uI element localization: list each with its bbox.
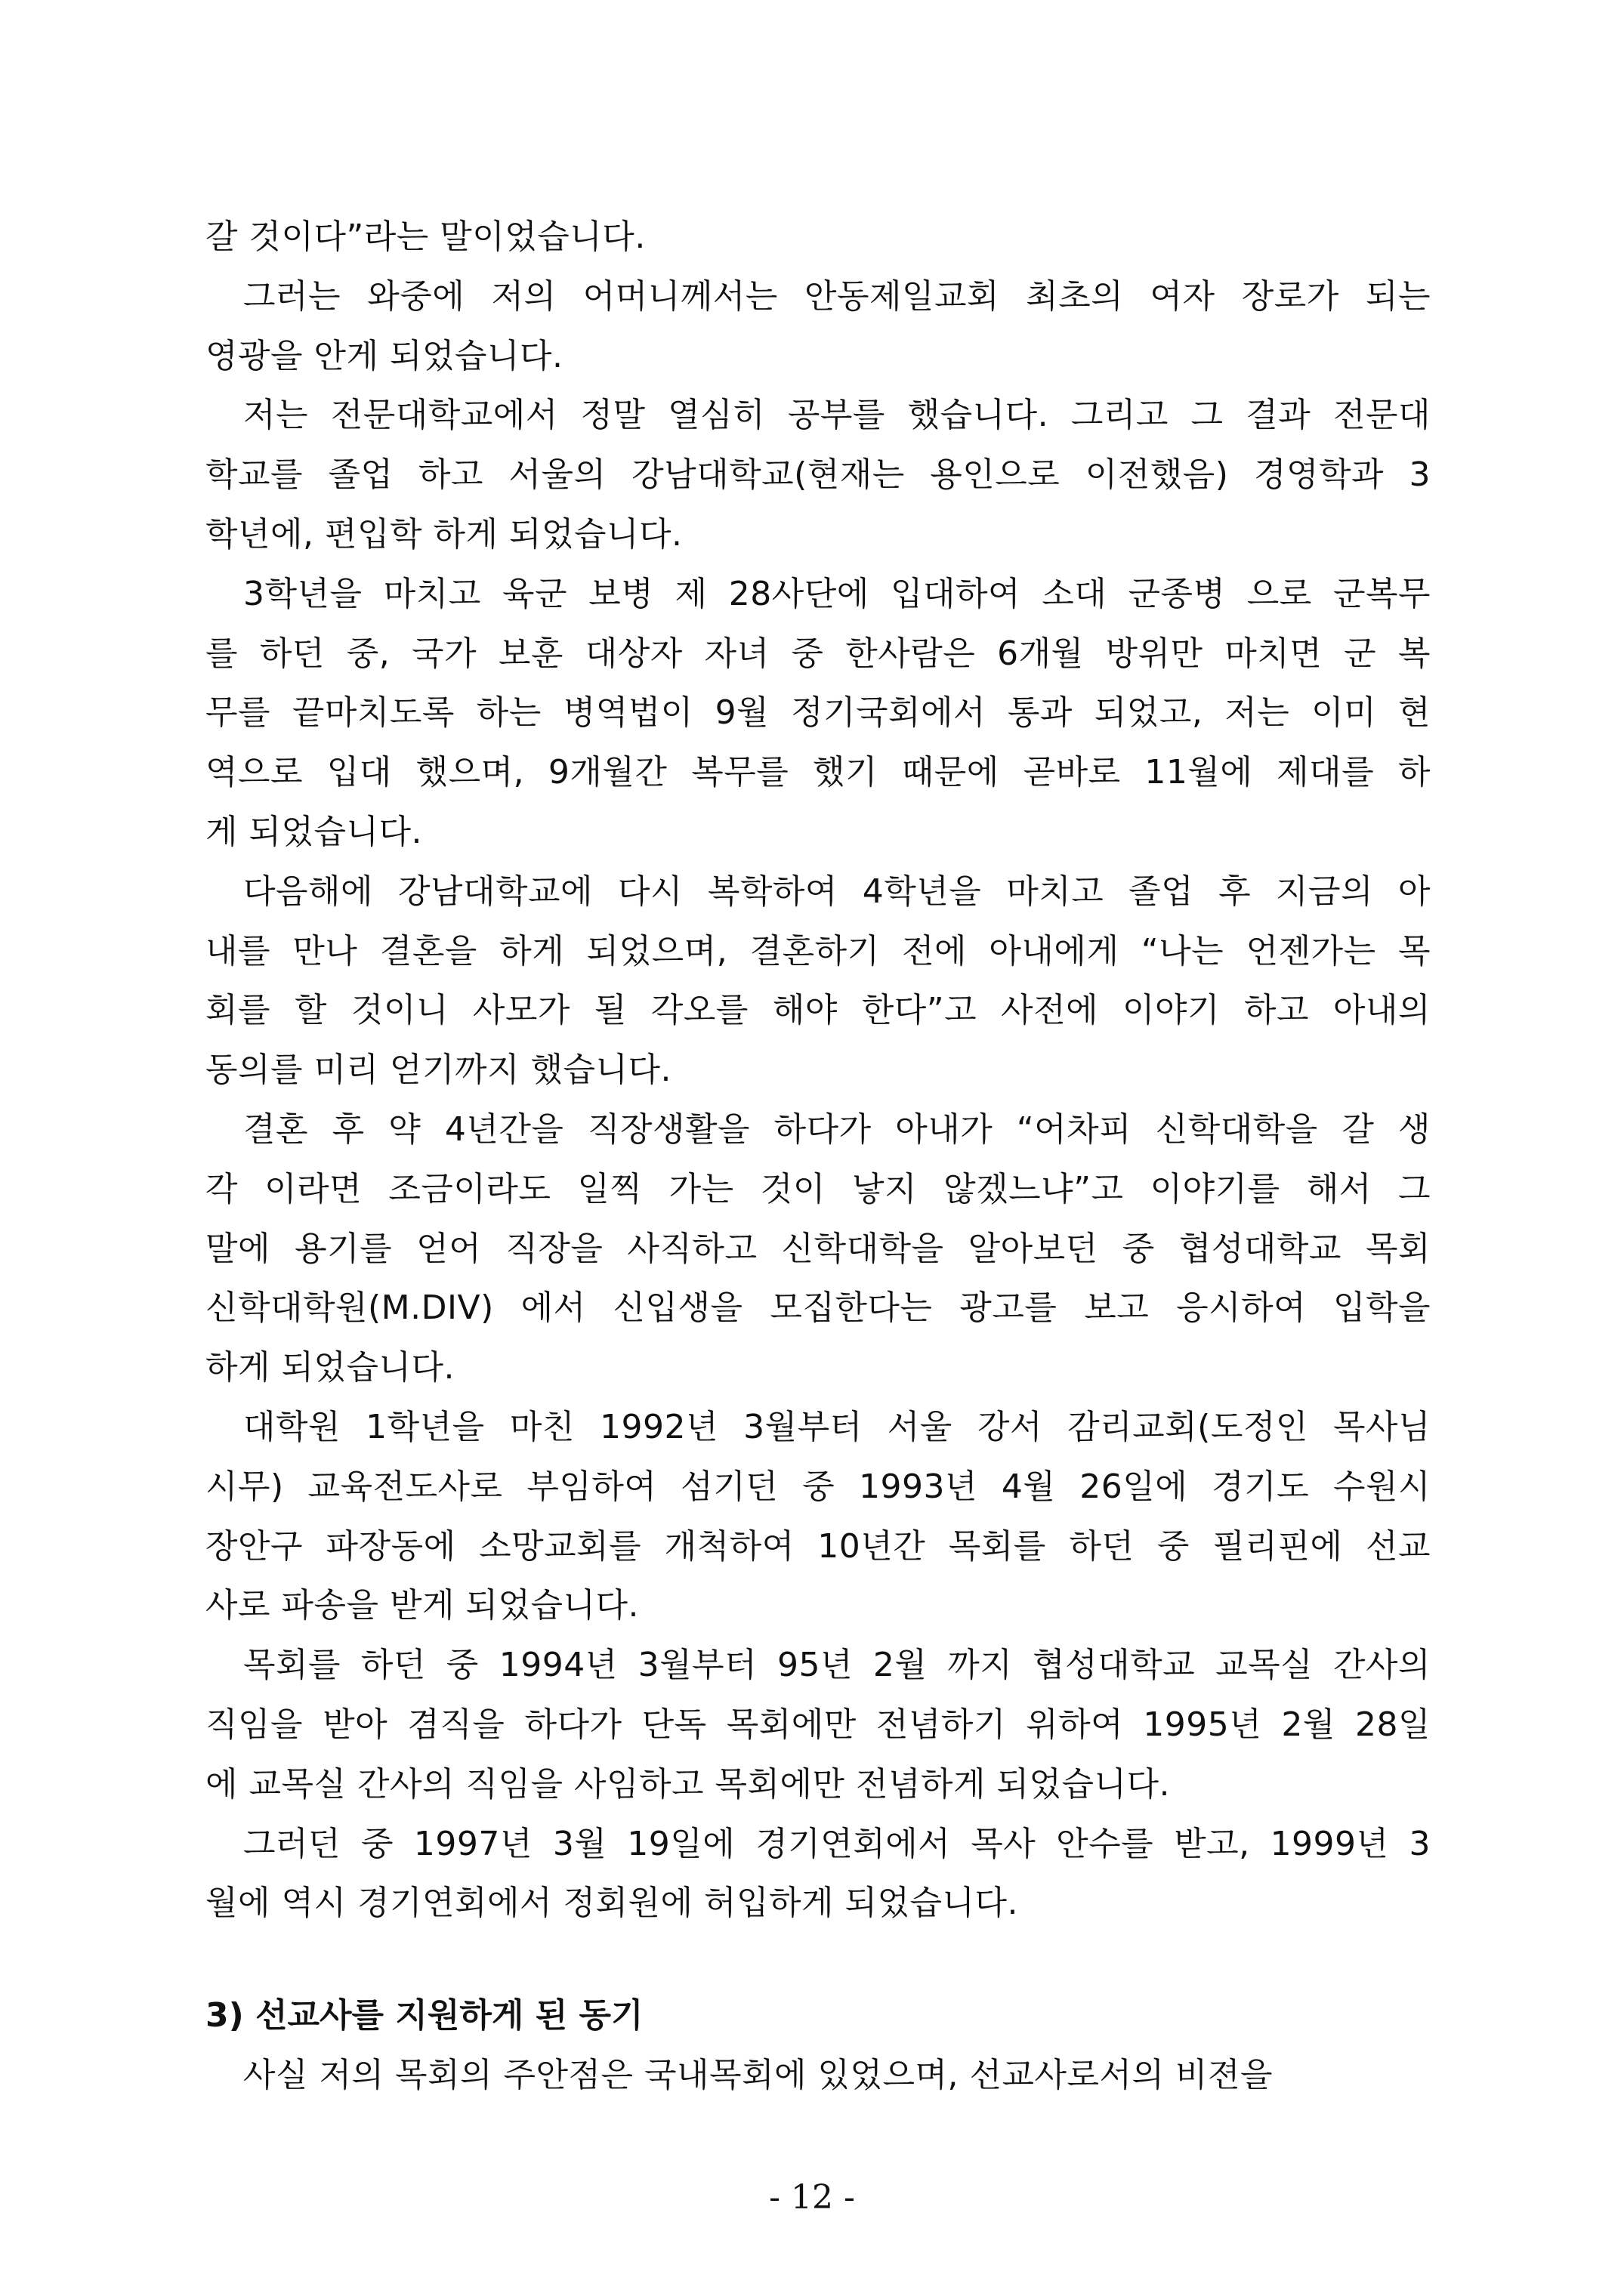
text-line: 사실 저의 목회의 주안점은 국내목회에 있었으며, 선교사로서의 비젼을 bbox=[243, 2055, 1274, 2094]
text-line: 저는 전문대학교에서 정말 열심히 공부를 했습니다. 그리고 그 결과 전문대 bbox=[243, 396, 1431, 435]
page-body bbox=[205, 208, 1431, 2106]
text-line: 회를 할 것이니 사모가 될 각오를 해야 한다”고 사전에 이야기 하고 아내의 bbox=[205, 991, 1431, 1030]
section-heading: 3) 선교사를 지원하게 된 동기 bbox=[205, 1996, 644, 2035]
text-line: 역으로 입대 했으며, 9개월간 복무를 했기 때문에 곧바로 11월에 제대를 하 bbox=[205, 753, 1431, 792]
text-line: 내를 만나 결혼을 하게 되었으며, 결혼하기 전에 아내에게 “나는 언젠가는 목 bbox=[205, 931, 1431, 971]
text-line: 직임을 받아 겸직을 하다가 단독 목회에만 전념하기 위하여 1995년 2월 28일 bbox=[205, 1705, 1431, 1744]
text-line: 각 이라면 조금이라도 일찍 가는 것이 낳지 않겠느냐”고 이야기를 해서 그 bbox=[205, 1169, 1431, 1208]
text-line: 에 교목실 간사의 직임을 사임하고 목회에만 전념하게 되었습니다. bbox=[205, 1764, 1170, 1804]
text-line: 시무) 교육전도사로 부임하여 섬기던 중 1993년 4월 26일에 경기도 수원시 bbox=[205, 1467, 1431, 1506]
text-line: 결혼 후 약 4년간을 직장생활을 하다가 아내가 “어차피 신학대학을 갈 생 bbox=[243, 1109, 1431, 1149]
text-line: 3학년을 마치고 육군 보병 제 28사단에 입대하여 소대 군종병 으로 군복무 bbox=[243, 574, 1431, 613]
text-line: 하게 되었습니다. bbox=[205, 1348, 455, 1387]
text-line: 신학대학원(M.DIV) 에서 신입생을 모집한다는 광고를 보고 응시하여 입학을 bbox=[205, 1288, 1431, 1328]
text-line: 학년에, 편입학 하게 되었습니다. bbox=[205, 514, 683, 554]
section-gap bbox=[205, 1933, 1431, 1986]
text-line: 말에 용기를 얻어 직장을 사직하고 신학대학을 알아보던 중 협성대학교 목회 bbox=[205, 1229, 1431, 1268]
text-line: 다음해에 강남대학교에 다시 복학하여 4학년을 마치고 졸업 후 지금의 아 bbox=[243, 872, 1431, 911]
text-line: 무를 끝마치도록 하는 병역법이 9월 정기국회에서 통과 되었고, 저는 이미 현 bbox=[205, 693, 1431, 733]
text-line: 목회를 하던 중 1994년 3월부터 95년 2월 까지 협성대학교 교목실 간사의 bbox=[243, 1646, 1431, 1685]
text-line: 갈 것이다”라는 말이었습니다. bbox=[205, 218, 646, 256]
text-line: 학교를 졸업 하고 서울의 강남대학교(현재는 용인으로 이전했음) 경영학과 3 bbox=[205, 455, 1431, 495]
text-line: 게 되었습니다. bbox=[205, 812, 422, 851]
text-line: 월에 역시 경기연회에서 정회원에 허입하게 되었습니다. bbox=[205, 1884, 1019, 1923]
text-line: 를 하던 중, 국가 보훈 대상자 자녀 중 한사람은 6개월 방위만 마치면 군 복 bbox=[205, 634, 1431, 673]
text-line: 장안구 파장동에 소망교회를 개척하여 10년간 목회를 하던 중 필리핀에 선교 bbox=[205, 1526, 1431, 1566]
page-number: - 12 - bbox=[769, 2178, 855, 2217]
text-line: 대학원 1학년을 마친 1992년 3월부터 서울 강서 감리교회(도정인 목사님 bbox=[243, 1407, 1431, 1446]
text-line: 영광을 안게 되었습니다. bbox=[205, 336, 563, 375]
text-line: 동의를 미리 얻기까지 했습니다. bbox=[205, 1051, 672, 1090]
text-line: 그러는 와중에 저의 어머니께서는 안동제일교회 최초의 여자 장로가 되는 bbox=[243, 276, 1431, 316]
text-line: 그러던 중 1997년 3월 19일에 경기연회에서 목사 안수를 받고, 1999년 3 bbox=[243, 1824, 1431, 1863]
text-line: 사로 파송을 받게 되었습니다. bbox=[205, 1586, 639, 1625]
